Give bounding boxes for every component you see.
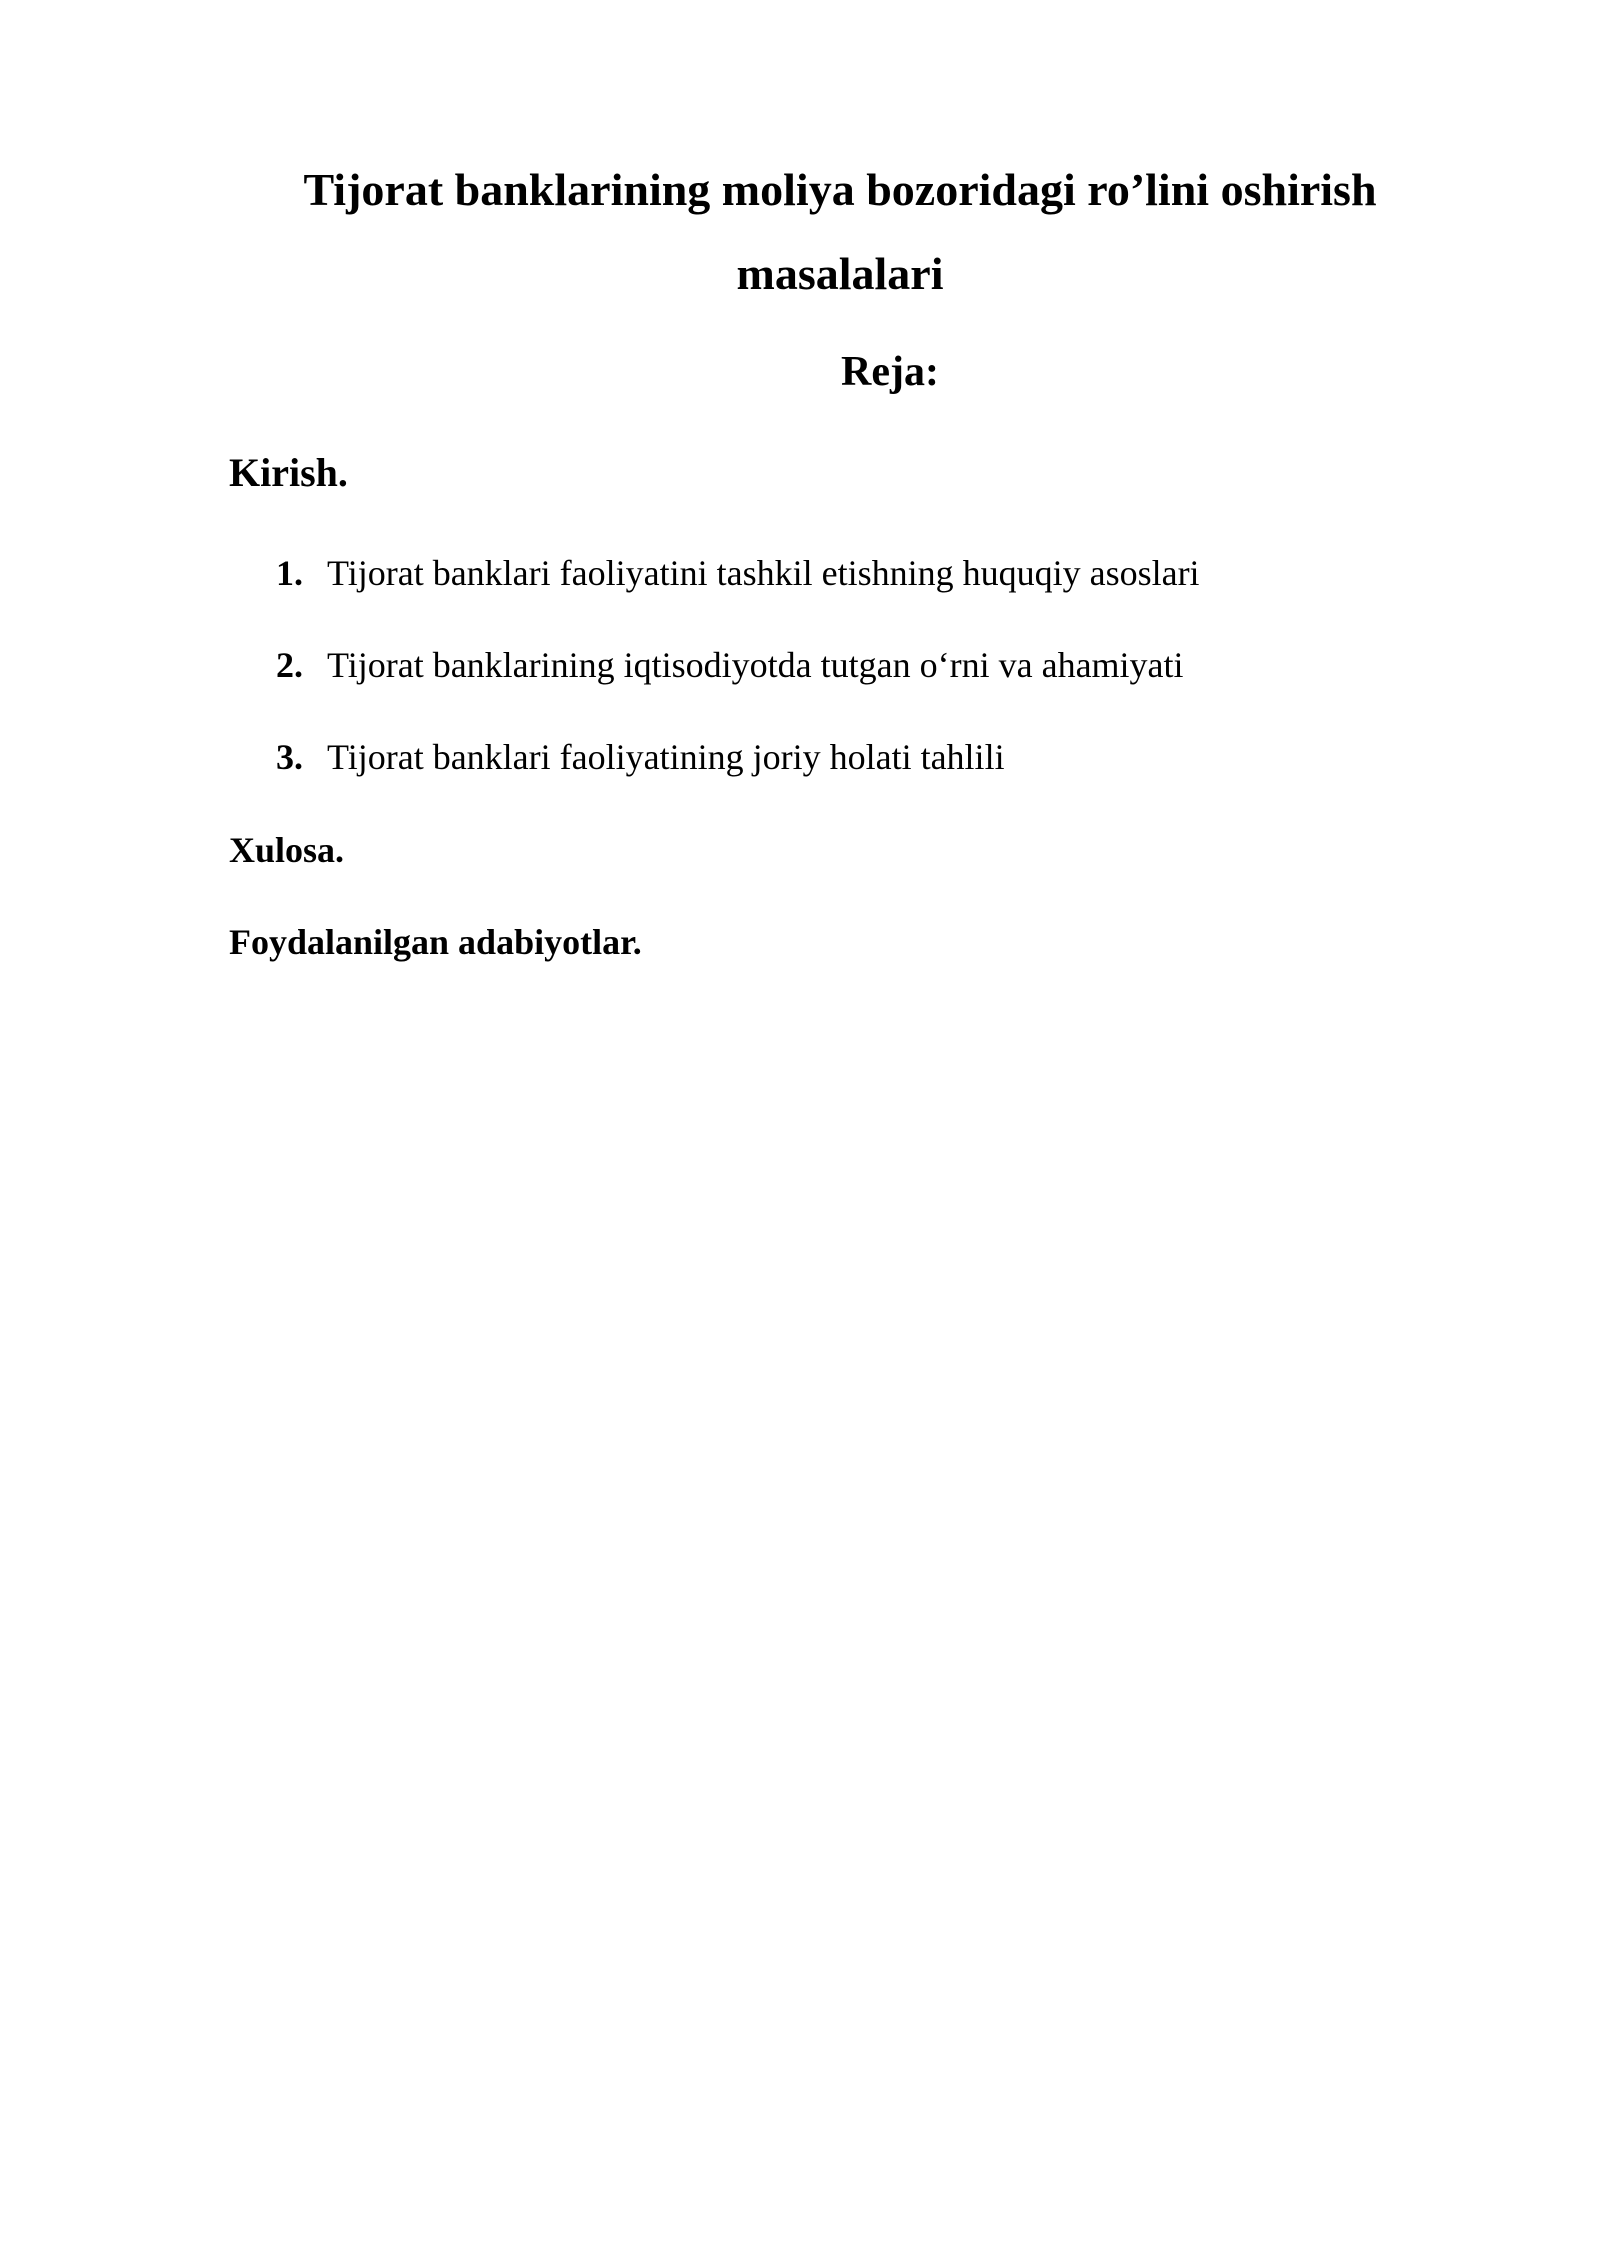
introduction-heading: Kirish. xyxy=(229,450,348,495)
references-heading: Foydalanilgan adabiyotlar. xyxy=(229,922,642,962)
plan-item-text: Tijorat banklarining iqtisodiyotda tutgan o‘rni va ahamiyati xyxy=(327,645,1184,685)
conclusion-heading: Xulosa. xyxy=(229,830,345,870)
plan-heading: Reja: xyxy=(841,349,939,395)
plan-item-text: Tijorat banklari faoliyatining joriy holati tahlili xyxy=(327,737,1005,777)
plan-item-text: Tijorat banklari faoliyatini tashkil etishning huquqiy asoslari xyxy=(327,553,1200,593)
plan-item-number: 2. xyxy=(276,645,303,685)
plan-item-number: 3. xyxy=(276,737,303,777)
plan-item-number: 1. xyxy=(276,553,303,593)
document-title: Tijorat banklarining moliya bozoridagi ro’lini oshirish masalalari xyxy=(303,164,1377,299)
